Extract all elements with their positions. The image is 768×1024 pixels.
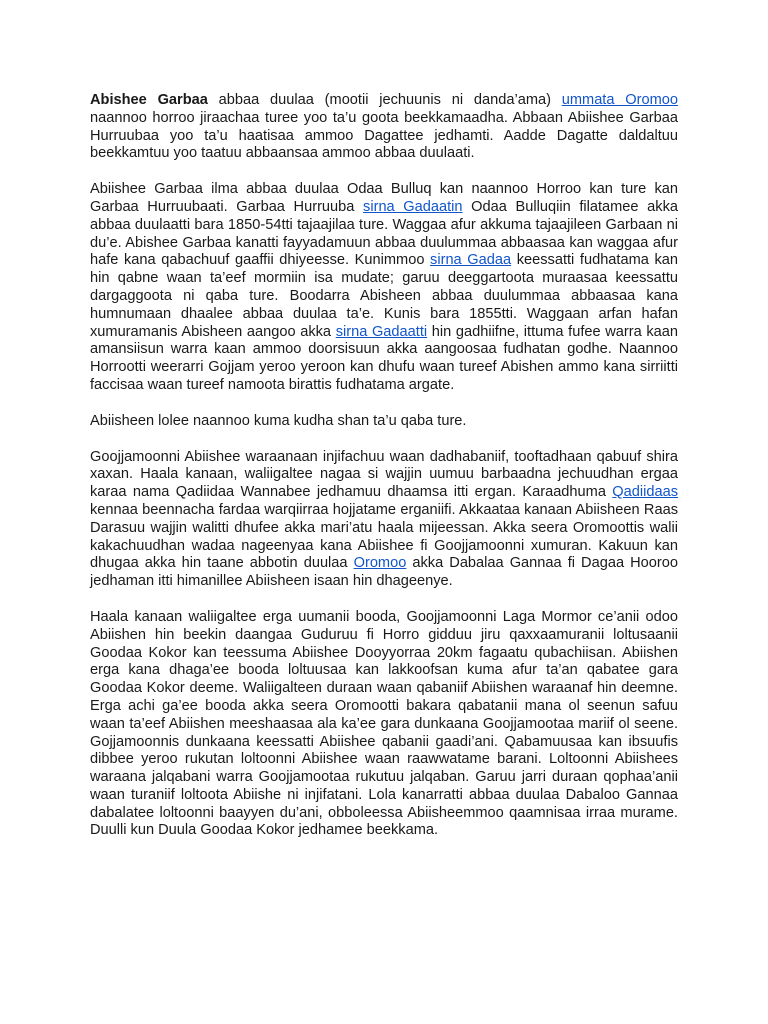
paragraph-3 — [90, 413, 678, 431]
link-ummata-oromoo[interactable]: ummata Oromoo — [561, 92, 678, 108]
link-sirna-gadaa[interactable]: sirna Gadaa — [430, 252, 512, 269]
paragraph-text: Odaa Bulluqiin filatamee akka abbaa duulaatti bara 1850-54tti tajaajilaa ture. Waggaa afur akkuma tajaajileen Garbaan ni du’e. Abishee Garbaa kanatti fayyadamuun abbaa duulummaa abbaasaa kan waggaa afur hafe kana qabachuuf gaaffii dhiyeesse. Kunimmoo — [90, 198, 678, 269]
paragraph-text: abbaa duulaa (mootii jechuunis ni danda’ama) — [207, 92, 562, 108]
link-sirna-gadaatti[interactable]: sirna Gadaatti — [335, 323, 428, 340]
paragraph-text: Abiishee Garbaa ilma abbaa duulaa Odaa Bulluq kan naannoo Horroo kan ture kan Garbaa Hurruubaati. Garbaa Hurruuba — [90, 181, 678, 215]
paragraph-text: akka Dabalaa Gannaa fi Dagaa Hooroo jedhaman itti himanillee Abiisheen isaan hin dhageenye. — [90, 555, 678, 590]
paragraph-text: keessatti fudhatama kan hin qabne waan ta’eef mormiin isa mudate; garuu deeggartoota muraasaa keessattu dargaggoota ni qaba ture. Boodarra Abisheen abbaa duulummaa abbaasaa kana humnumaan dhaalee abbaa duulaa ta’e. Kunis bara 1855tti. Waggaan arfan hafan xumuramanis Abisheen aangoo akka — [90, 252, 679, 340]
paragraph-text: kennaa beennacha fardaa warqiirraa hojjatame erganiifi. Akkaataa kanaan Abiisheen Raas Darasuu wajjin walitti dhufee akka mari’atu haala mijeessan. Akka seera Oromoottis walii kakachuudhan wadaa nageenyaa kana Abiishee fi Goojjamoonni xumuran. Kakuun kan dhugaa akka hin taane abbotin duulaa — [90, 501, 678, 572]
paragraph-text: naannoo horroo jiraachaa turee yoo ta’u goota beekkamaadha. Abbaan Abiishee Garbaa Hurruubaa yoo ta’u haatisaa ammoo Dagattee jedhamti. Aadde Dagatte daldaltuu beekkamtuu yoo taatuu abbaansaa ammoo abbaa duulaati. — [90, 109, 678, 162]
paragraph-text: Haala kanaan waliigaltee erga uumanii booda, Goojjamoonni Laga Mormor ce’anii odoo Abiishen hin beekin daangaa Guduruu fi Horro gidduu jiru qaxxaamuranii loltusaanii Goodaa Kokor kan teessuma Abiishee Dooyyorraa 20km fagaatu qubachiisan. Abiishen erga kana dhaga’ee booda loltuusaa kan lakkoofsan kuma afur ta’an qabatee gara Goodaa Kokor deeme. Waliigalteen duraan waan qabaniif Abiishen waraanaf hin deemne. Erga achi ga’ee booda akka seera Oromootti bakara qabatanii mana ol seenun safuu waan ta’eef Abiishen meeshaasaa ala ka’ee gara dunkaana Goojjamootaa mariif ol seene. Gojjamoonnis dunkaana keessatti Abiishee qabanii gaadi’ani. Qabamuusaa kan ibsuufis dibbee yeroo rukutan loltoonni Abiishee waan raawwatame barani. Loltoonni Abiishees waraana jalqabani warra Goojjamootaa rukutuu jalqaban. Garuu jarri duraan qophaa’anii waan turaniif loltoota Abiishe ni injifatani. Lola kanarratti abbaa duulaa Dabaloo Gannaa dabalatee loltoonni baayyen du’ani, obboleessa Abiisheemmoo qaamnisaa irraa murame. Duulli kun Duula Goodaa Kokor jedhamee beekkama. — [90, 608, 678, 839]
paragraph-4 — [90, 449, 678, 591]
link-sirna-gadaatin[interactable]: sirna Gadaatin — [363, 198, 463, 215]
link-oromoo[interactable]: Oromoo — [353, 555, 407, 572]
article-subject-bold: Abishee Garbaa — [90, 92, 208, 108]
link-qadiidaas[interactable]: Qadiidaas — [612, 484, 678, 501]
article-body — [90, 92, 678, 858]
paragraph-text: hin gadhiifne, ittuma fufee warra kaan amansiisun warra kaan ammoo doorsisuun akka aangoosaa fudhatan godhe. Naannoo Horrootti weerarri Gojjam yeroo yeroon kan dhufu waan tureef Abishen ammo kana sirriitti faccisaa waan tureef namoota birattis fudhatama argate. — [90, 323, 678, 393]
paragraph-text: Goojjamoonni Abiishee waraanaan injifachuu waan dadhabaniif, tooftadhaan qabuuf shira xaxan. Haala kanaan, waliigaltee nagaa si wajjin uumuu barbaadna jechuudhan ergaa karaa nama Qadiidaa Wannabee jedhamuu dhaamsa itti ergan. Karaadhuma — [90, 448, 678, 501]
paragraph-1 — [90, 92, 678, 163]
paragraph-2 — [90, 181, 678, 395]
paragraph-5 — [90, 609, 678, 840]
paragraph-text: Abiisheen lolee naannoo kuma kudha shan ta’u qaba ture. — [90, 412, 467, 429]
